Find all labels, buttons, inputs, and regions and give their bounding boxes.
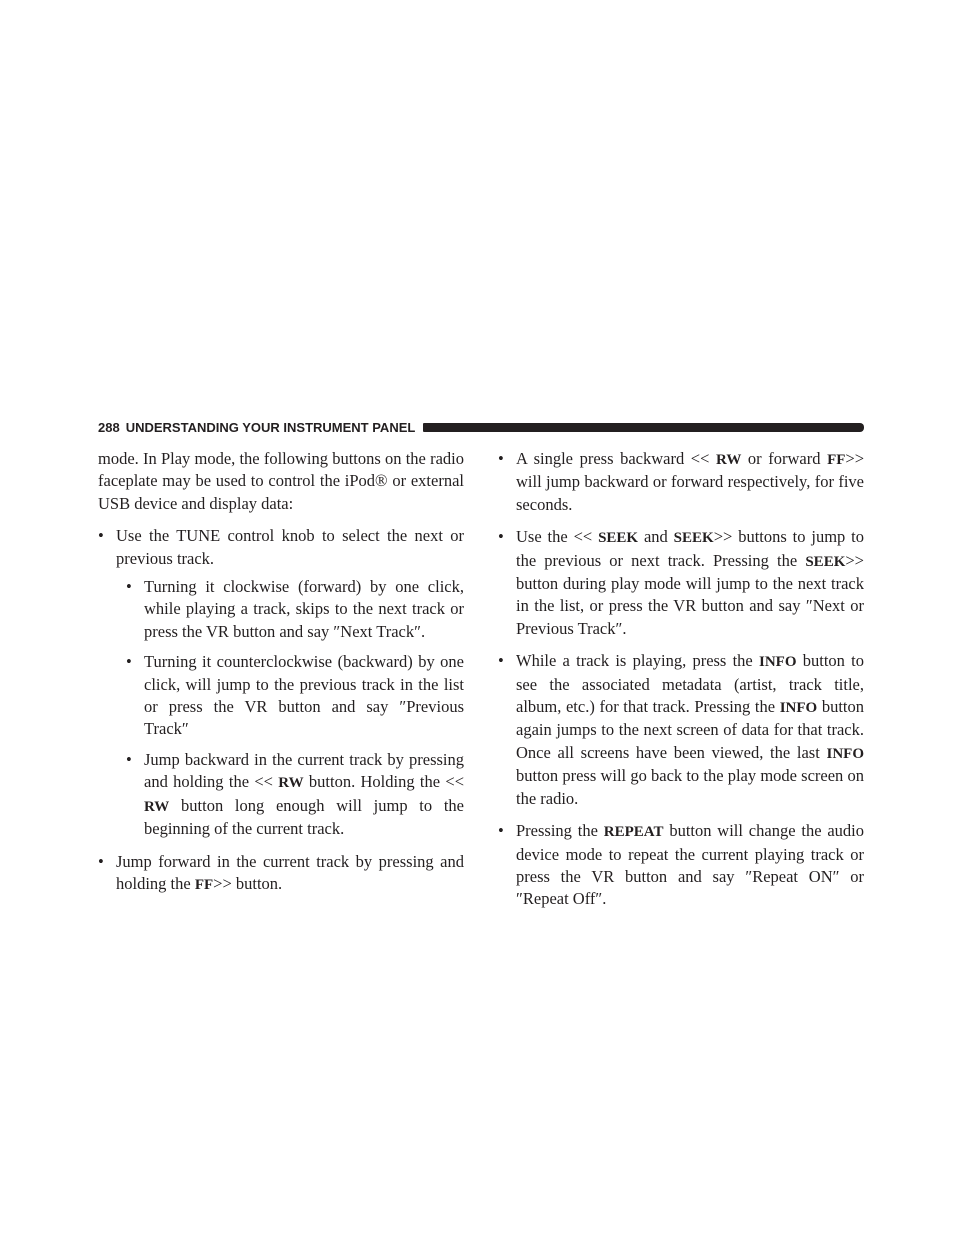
text-run: or forward bbox=[741, 449, 828, 468]
header-rule bbox=[423, 423, 864, 432]
sub-list-item-text: Turning it counterclockwise (backward) by one click, will jump to the previous track in the list or press the VR button and say ″Previous Track″ bbox=[144, 652, 464, 739]
button-name-ff: FF bbox=[827, 452, 846, 468]
bullet-icon: • bbox=[498, 449, 504, 468]
text-run: button to see the associated metadata (artist, track title, album, etc.) for that track. Pressing the bbox=[516, 651, 864, 717]
bullet-icon: • bbox=[98, 526, 104, 546]
sub-list-item bbox=[126, 576, 464, 643]
text-run: and bbox=[638, 527, 674, 547]
text-run: button long enough will jump to the beginning of the current track. bbox=[144, 795, 464, 839]
page-number: 288 bbox=[98, 419, 120, 435]
bullet-icon: • bbox=[126, 749, 132, 769]
bullet-icon: • bbox=[126, 652, 132, 672]
button-name-info: INFO bbox=[826, 745, 864, 762]
section-title: UNDERSTANDING YOUR INSTRUMENT PANEL bbox=[125, 419, 416, 435]
text-run: >> will jump backward or forward respectively, for five seconds. bbox=[516, 449, 865, 514]
button-name-seek: SEEK bbox=[805, 553, 846, 570]
right-bullet-list bbox=[498, 448, 864, 911]
bullet-icon: • bbox=[498, 527, 504, 547]
button-name-info: INFO bbox=[759, 654, 797, 671]
button-name-seek: SEEK bbox=[673, 530, 714, 547]
text-run: While a track is playing, press the bbox=[516, 651, 759, 671]
sub-list-item-text: Turning it clockwise (forward) by one click, while playing a track, skips to the next track or press the VR button and say ″Next Track″. bbox=[144, 577, 464, 641]
sub-list-item bbox=[126, 651, 464, 741]
left-column bbox=[98, 448, 464, 906]
button-name-rw: RW bbox=[144, 798, 170, 815]
bullet-icon: • bbox=[98, 851, 104, 871]
list-item bbox=[498, 448, 864, 516]
button-name-ff: FF bbox=[194, 876, 214, 893]
intro-paragraph: mode. In Play mode, the following buttons on the radio faceplate may be used to control the iPod® or external USB device and display data: bbox=[98, 449, 464, 513]
list-item bbox=[98, 851, 464, 897]
text-run: Pressing the bbox=[516, 821, 604, 841]
list-item-text: Use the TUNE control knob to select the next or previous track. bbox=[116, 526, 464, 568]
bullet-icon: • bbox=[126, 577, 132, 597]
button-name-rw: RW bbox=[716, 452, 742, 468]
button-name-info: INFO bbox=[779, 700, 818, 717]
right-column bbox=[498, 448, 864, 921]
text-run: button will change the audio device mode to repeat the current playing track or press the VR button and say ″Repeat ON″ or ″Repeat Off″. bbox=[516, 821, 864, 909]
sub-list-item bbox=[126, 749, 464, 841]
list-item bbox=[98, 525, 464, 840]
list-item bbox=[498, 650, 864, 810]
sub-bullet-list bbox=[116, 576, 464, 840]
list-item bbox=[498, 526, 864, 640]
button-name-rw: RW bbox=[278, 775, 304, 792]
text-run: Use the << bbox=[516, 527, 599, 547]
left-bullet-list bbox=[98, 525, 464, 896]
bullet-icon: • bbox=[498, 821, 504, 841]
button-name-seek: SEEK bbox=[598, 530, 639, 547]
text-run: Jump forward in the current track by pressing and holding the bbox=[116, 851, 464, 893]
text-run: A single press backward << bbox=[516, 449, 717, 468]
button-name-repeat: REPEAT bbox=[603, 824, 664, 841]
text-run: >> button during play mode will jump to the next track in the list, or press the VR button and say ″Next or Previous Track″. bbox=[516, 550, 864, 638]
page-header bbox=[98, 417, 864, 437]
text-run: button again jumps to the next screen of data for that track. Once all screens have been viewed, the last bbox=[516, 697, 864, 762]
text-run: Jump backward in the current track by pressing and holding the << bbox=[144, 749, 464, 792]
list-item bbox=[498, 820, 864, 911]
bullet-icon: • bbox=[498, 651, 504, 671]
text-run: >> buttons to jump to the previous or next track. Pressing the bbox=[516, 527, 864, 570]
text-run: >> button. bbox=[213, 873, 283, 893]
text-run: button. Holding the << bbox=[303, 772, 464, 792]
text-run: button press will go back to the play mode screen on the radio. bbox=[516, 766, 864, 808]
